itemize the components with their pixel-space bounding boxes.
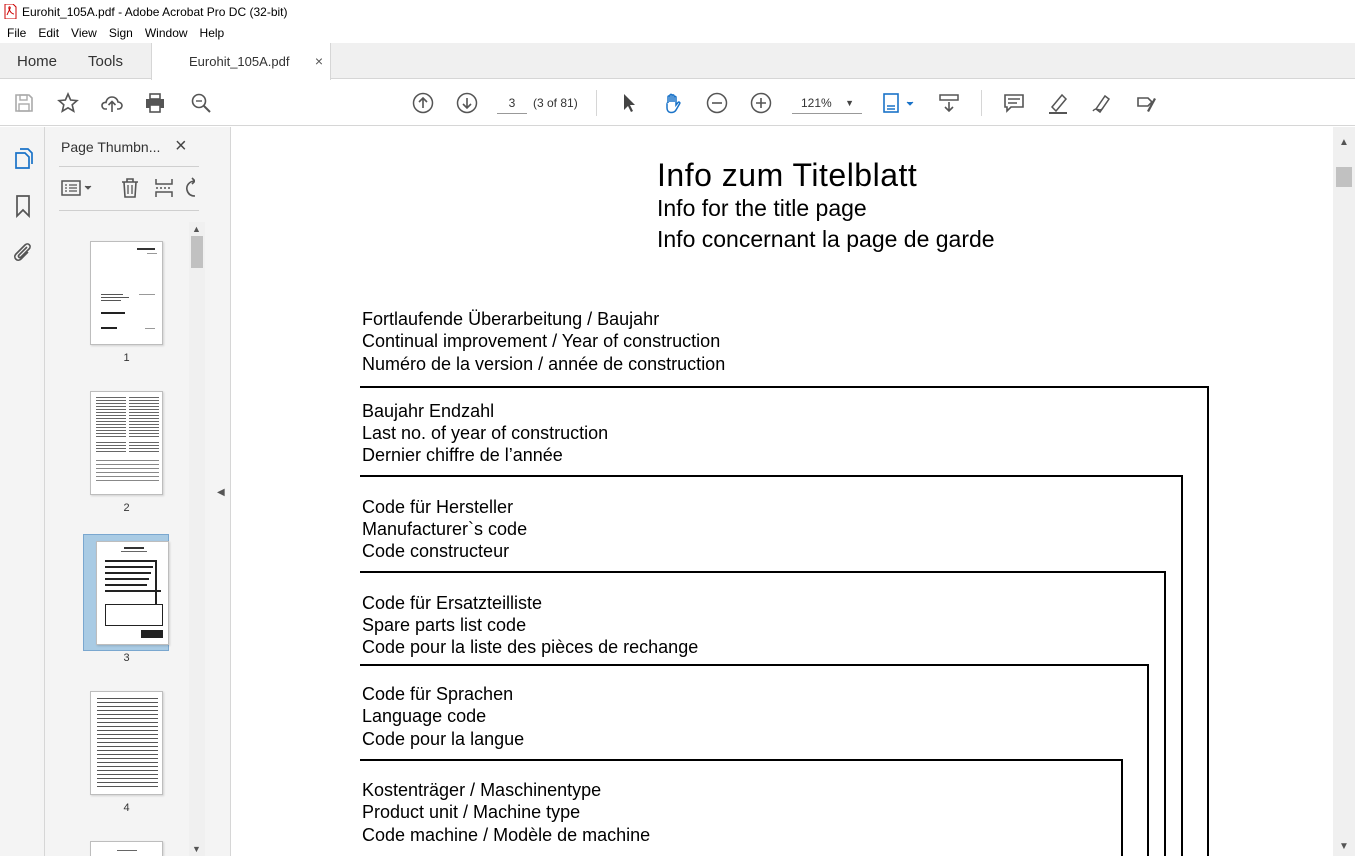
section-line: Numéro de la version / année de construction xyxy=(362,354,726,374)
section-line: Baujahr Endzahl xyxy=(362,401,495,421)
panel-divider xyxy=(59,166,199,167)
draw-pen-icon[interactable] xyxy=(1090,91,1114,115)
thumbnail-label: 1 xyxy=(123,352,130,364)
thumbnail-options-icon[interactable] xyxy=(60,177,96,201)
section-line: Language code xyxy=(362,706,487,726)
section-line: Code für Ersatzteilliste xyxy=(362,593,543,613)
bookmark-icon[interactable] xyxy=(11,194,35,218)
section-line: Code pour la liste des pièces de rechange xyxy=(362,637,699,657)
document-subtitle-en: Info for the title page xyxy=(657,195,867,221)
window-title: Eurohit_105A.pdf - Adobe Acrobat Pro DC (32-bit) xyxy=(22,4,288,19)
section-line: Code für Hersteller xyxy=(362,497,514,517)
menu-edit[interactable]: Edit xyxy=(38,26,60,40)
delete-page-icon[interactable] xyxy=(119,177,143,201)
acrobat-pdf-icon xyxy=(4,4,17,19)
tab-home[interactable]: Home xyxy=(17,52,58,70)
section-line: Manufacturer`s code xyxy=(362,519,528,539)
box-rule xyxy=(1147,664,1149,856)
print-icon[interactable] xyxy=(143,91,167,115)
menu-bar xyxy=(0,23,1355,43)
page-fit-icon[interactable] xyxy=(880,91,916,115)
previous-page-icon[interactable] xyxy=(411,91,435,115)
highlight-icon[interactable] xyxy=(1046,91,1070,115)
menu-view[interactable]: View xyxy=(71,26,97,40)
document-title: Info zum Titelblatt xyxy=(657,157,918,193)
hand-tool-icon[interactable] xyxy=(661,91,685,115)
section-line: Code machine / Modèle de machine xyxy=(362,825,651,845)
panel-title: Page Thumbn... xyxy=(61,139,161,155)
section-line: Code constructeur xyxy=(362,541,510,561)
page-count: (3 of 81) xyxy=(533,96,578,110)
select-cursor-icon[interactable] xyxy=(617,91,641,115)
box-rule xyxy=(1181,475,1183,856)
page-thumbnail-4[interactable] xyxy=(90,691,163,795)
menu-sign[interactable]: Sign xyxy=(108,26,133,40)
toolbar-divider xyxy=(981,90,982,116)
document-view[interactable] xyxy=(232,127,1333,856)
scroll-up-icon[interactable]: ▲ xyxy=(1339,137,1349,148)
section-line: Dernier chiffre de l’année xyxy=(362,445,563,465)
navigation-rail xyxy=(0,127,45,856)
thumbnails-panel xyxy=(45,127,231,856)
box-rule xyxy=(1207,386,1209,856)
rotate-page-icon[interactable] xyxy=(183,177,195,201)
save-icon[interactable] xyxy=(12,91,36,115)
menu-help[interactable]: Help xyxy=(199,26,225,40)
close-panel-icon[interactable]: × xyxy=(175,135,187,157)
collapse-panel-icon[interactable]: ◀ xyxy=(217,487,225,498)
box-rule xyxy=(360,386,1209,388)
zoom-level-value: 121% xyxy=(801,96,832,110)
menu-file[interactable]: File xyxy=(7,26,27,40)
thumbnail-label: 4 xyxy=(123,802,130,814)
insert-page-icon[interactable] xyxy=(153,177,177,201)
thumbnail-label: 3 xyxy=(123,652,130,664)
attachment-icon[interactable] xyxy=(11,240,35,264)
chevron-down-icon: ▼ xyxy=(845,98,854,108)
document-scrollbar[interactable] xyxy=(1333,127,1355,856)
scroll-up-icon[interactable]: ▲ xyxy=(192,224,201,234)
title-bar xyxy=(0,0,1355,23)
box-rule xyxy=(360,571,1166,573)
section-line: Code für Sprachen xyxy=(362,684,514,704)
tab-bar xyxy=(0,43,1355,79)
scroll-down-icon[interactable]: ▼ xyxy=(1339,841,1349,852)
scroll-mode-icon[interactable] xyxy=(937,91,961,115)
box-rule xyxy=(360,759,1123,761)
page-number-input[interactable]: 3 xyxy=(497,92,527,114)
box-rule xyxy=(360,475,1183,477)
star-icon[interactable] xyxy=(56,91,80,115)
close-tab-icon[interactable]: × xyxy=(314,53,323,69)
section-line: Spare parts list code xyxy=(362,615,527,635)
section-line: Last no. of year of construction xyxy=(362,423,609,443)
toolbar xyxy=(0,80,1355,126)
box-rule xyxy=(1164,571,1166,856)
next-page-icon[interactable] xyxy=(455,91,479,115)
comment-icon[interactable] xyxy=(1002,91,1026,115)
section-line: Product unit / Machine type xyxy=(362,802,581,822)
zoom-level-select[interactable] xyxy=(792,92,862,114)
tab-tools[interactable]: Tools xyxy=(88,52,124,70)
page-thumbnail-5[interactable] xyxy=(90,841,163,856)
page-thumbnail-1[interactable] xyxy=(90,241,163,345)
tab-document-label: Eurohit_105A.pdf xyxy=(189,54,290,69)
zoom-search-icon[interactable] xyxy=(189,91,213,115)
page-thumbnail-3[interactable] xyxy=(96,541,169,645)
fill-sign-icon[interactable] xyxy=(1134,91,1158,115)
scrollbar-thumb[interactable] xyxy=(191,236,203,268)
document-subtitle-fr: Info concernant la page de garde xyxy=(657,226,995,252)
thumbnails-scrollbar[interactable] xyxy=(189,222,205,856)
section-line: Code pour la langue xyxy=(362,729,525,749)
zoom-in-icon[interactable] xyxy=(749,91,773,115)
page-thumbnail-2[interactable] xyxy=(90,391,163,495)
zoom-out-icon[interactable] xyxy=(705,91,729,115)
box-rule xyxy=(360,664,1149,666)
section-line: Kostenträger / Maschinentype xyxy=(362,780,602,800)
section-line: Continual improvement / Year of construction xyxy=(362,331,721,351)
page-thumbnails-icon[interactable] xyxy=(11,147,35,171)
toolbar-divider xyxy=(596,90,597,116)
tab-document[interactable] xyxy=(151,43,331,80)
box-rule xyxy=(1121,759,1123,856)
menu-window[interactable]: Window xyxy=(144,26,188,40)
thumbnail-label: 2 xyxy=(123,502,130,514)
upload-cloud-icon[interactable] xyxy=(100,91,124,115)
scroll-down-icon[interactable]: ▼ xyxy=(192,844,201,854)
section-line: Fortlaufende Überarbeitung / Baujahr xyxy=(362,309,660,329)
panel-divider xyxy=(59,210,199,211)
scrollbar-thumb[interactable] xyxy=(1336,167,1352,187)
